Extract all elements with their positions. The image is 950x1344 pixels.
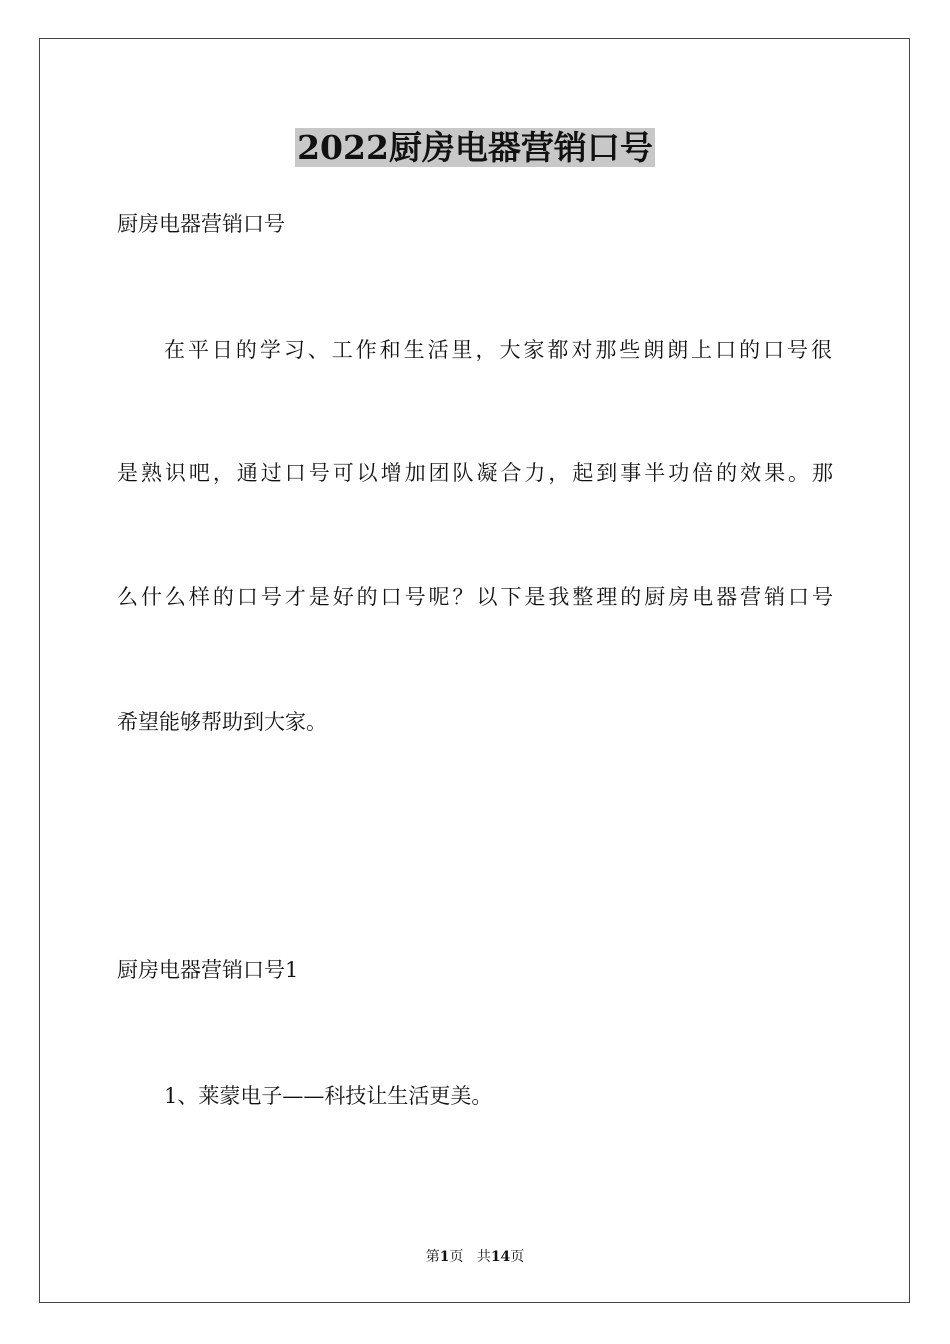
footer-page-prefix: 第 bbox=[425, 1249, 440, 1265]
footer-total-pages: 14 bbox=[490, 1249, 511, 1265]
footer-page-number: 1 bbox=[439, 1249, 450, 1265]
intro-line-2: 是熟识吧，通过口号可以增加团队凝合力，起到事半功倍的效果。那 bbox=[117, 461, 833, 485]
footer-total-prefix: 共 bbox=[476, 1249, 491, 1265]
intro-line-1: 在平日的学习、工作和生活里，大家都对那些朗朗上口的口号很 bbox=[164, 338, 832, 362]
footer-total-suffix: 页 bbox=[510, 1249, 525, 1265]
intro-line-3: 么什么样的口号才是好的口号呢？以下是我整理的厨房电器营销口号 bbox=[117, 585, 833, 609]
intro-line-4: 希望能够帮助到大家。 bbox=[117, 710, 327, 734]
slogan-item-1: 1、莱蒙电子——科技让生活更美。 bbox=[164, 1084, 493, 1108]
document-subtitle: 厨房电器营销口号 bbox=[117, 212, 285, 236]
page-footer bbox=[0, 1248, 950, 1266]
document-title-text: 2022厨房电器营销口号 bbox=[297, 128, 653, 167]
section-heading: 厨房电器营销口号1 bbox=[117, 958, 299, 982]
document-title bbox=[0, 128, 950, 168]
footer-page-suffix: 页 bbox=[449, 1249, 464, 1265]
